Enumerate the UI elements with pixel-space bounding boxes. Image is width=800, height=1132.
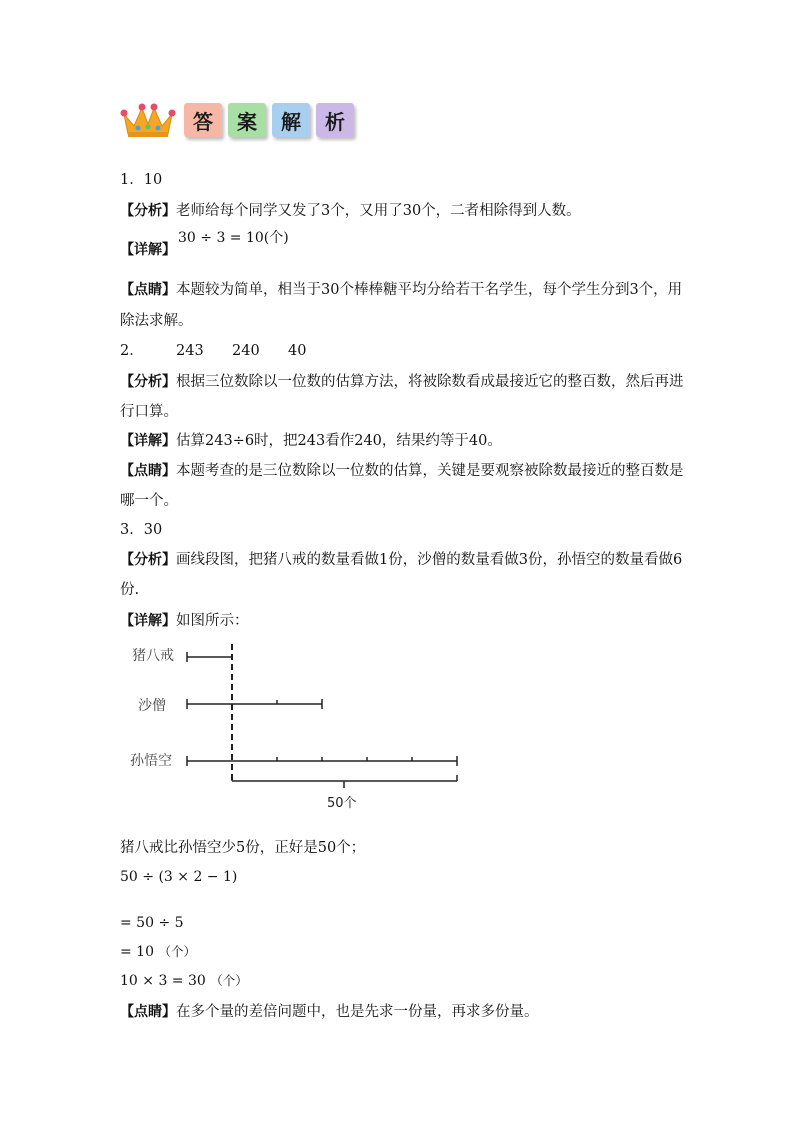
banner-tile: 答 (184, 103, 222, 137)
q2-answer: 240 (232, 343, 260, 359)
label-sunwukong: 孙悟空 (130, 753, 172, 769)
label-shaseng: 沙僧 (138, 698, 166, 714)
q2-analysis-cont: 行口算。 (120, 404, 178, 420)
line-segment-diagram (128, 638, 488, 813)
q3-step3 (120, 942, 196, 962)
q1-comment (120, 280, 682, 300)
q2-answers (120, 341, 306, 361)
q2-answer: 243 (176, 343, 204, 359)
q1-analysis (120, 201, 581, 221)
q2-number: 2． (120, 343, 144, 359)
step4-unit: （个） (210, 973, 248, 988)
detail-text: 估算243÷6时，把243看作240，结果约等于40。 (176, 433, 502, 449)
step3-unit: （个） (158, 944, 196, 959)
q1-comment-cont: 除法求解。 (120, 313, 193, 329)
q3-step2: = 50 ÷ 5 (120, 915, 184, 931)
q3-analysis-cont: 份. (120, 582, 140, 598)
q3-step-text: 猪八戒比孙悟空少5份，正好是50个； (120, 840, 366, 856)
brace-label: 50个 (327, 796, 357, 811)
q1-detail-formula: 30 ÷ 3 = 10(个) (178, 230, 289, 246)
comment-text: 本题考查的是三位数除以一位数的估算，关键是要观察被除数最接近的整百数是 (176, 463, 684, 479)
q1-detail-tag (120, 240, 176, 260)
q2-analysis (120, 372, 684, 392)
q3-analysis (120, 550, 682, 570)
label-zhubajie: 猪八戒 (132, 648, 174, 664)
detail-tag: 【详解】 (120, 433, 176, 449)
analysis-tag: 【分析】 (120, 203, 176, 219)
detail-tag: 【详解】 (120, 613, 176, 629)
q3-step4 (120, 971, 248, 991)
detail-tag: 【详解】 (120, 242, 176, 258)
step3-value: = 10 (120, 944, 154, 960)
q3-comment (120, 1002, 539, 1022)
q3-detail (120, 611, 249, 631)
crown-icon (120, 100, 176, 140)
analysis-text: 画线段图，把猪八戒的数量看做1份，沙僧的数量看做3份，孙悟空的数量看做6 (176, 552, 683, 568)
comment-tag: 【点睛】 (120, 1004, 176, 1020)
detail-text: 如图所示： (176, 613, 249, 629)
banner-tile: 解 (272, 103, 310, 137)
banner-tile: 析 (316, 103, 354, 137)
comment-text: 在多个量的差倍问题中，也是先求一份量，再求多份量。 (176, 1004, 539, 1020)
comment-text: 本题较为简单，相当于30个棒棒糖平均分给若干名学生，每个学生分到3个，用 (176, 282, 683, 298)
q1-number: 1．10 (120, 172, 163, 188)
q3-step1: 50 ÷ (3 × 2 − 1) (120, 869, 238, 885)
comment-tag: 【点睛】 (120, 463, 176, 479)
analysis-tag: 【分析】 (120, 552, 176, 568)
q2-detail (120, 431, 502, 451)
q2-comment (120, 461, 684, 481)
analysis-text: 根据三位数除以一位数的估算方法，将被除数看成最接近它的整百数，然后再进 (176, 374, 684, 390)
analysis-tag: 【分析】 (120, 374, 176, 390)
q2-answer: 40 (288, 343, 307, 359)
answer-banner (120, 98, 354, 142)
comment-tag: 【点睛】 (120, 282, 176, 298)
q3-number: 3．30 (120, 522, 163, 538)
analysis-text: 老师给每个同学又发了3个，又用了30个，二者相除得到人数。 (176, 203, 581, 219)
q2-comment-cont: 哪一个。 (120, 493, 178, 509)
step4-value: 10 × 3 = 30 (120, 973, 206, 989)
banner-tile: 案 (228, 103, 266, 137)
